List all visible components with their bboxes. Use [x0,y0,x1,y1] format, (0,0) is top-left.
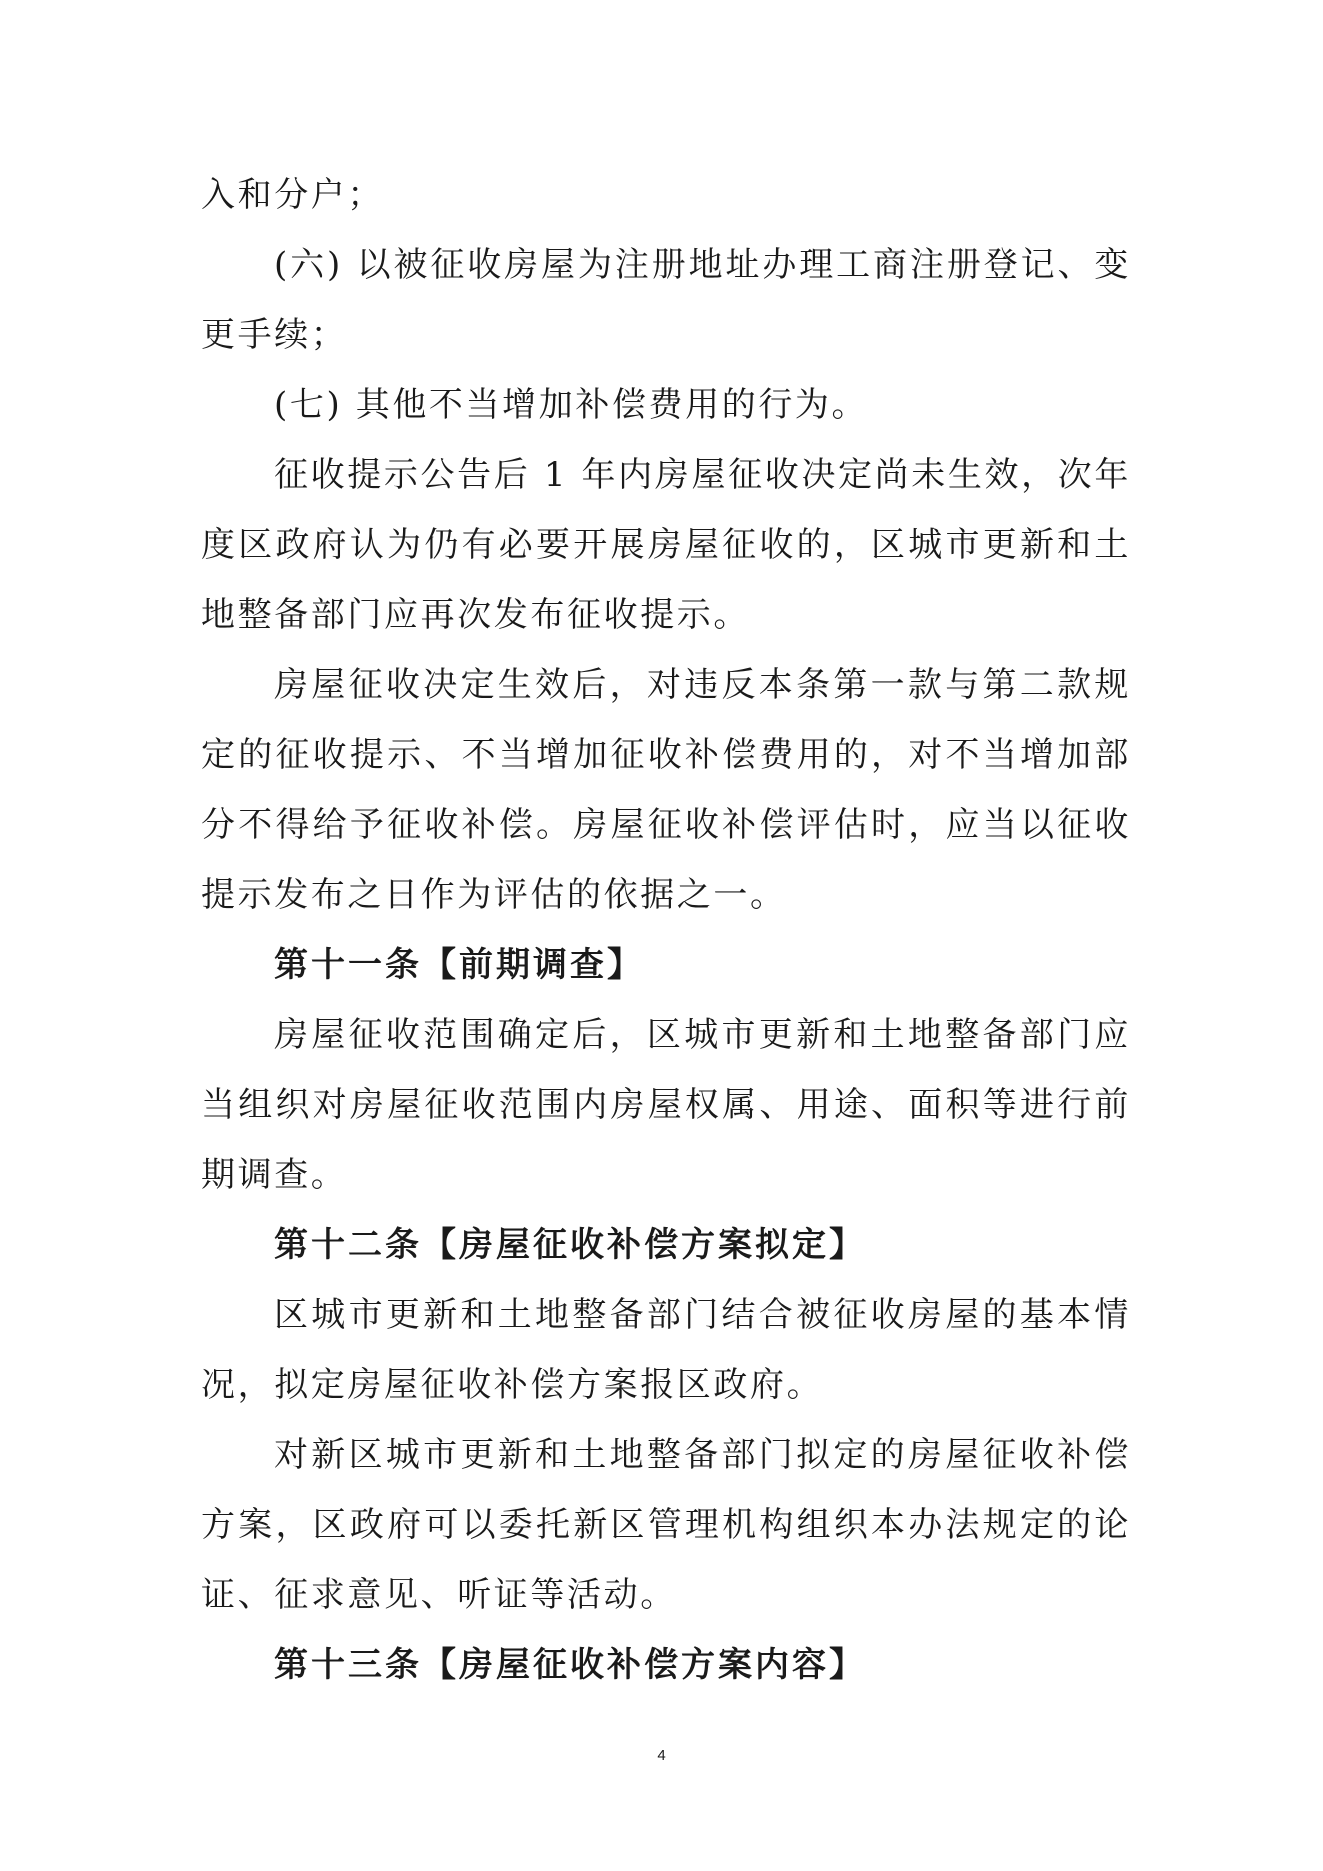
heading-article-13: 第十三条【房屋征收补偿方案内容】 [274,1645,866,1685]
paragraph-article-11: 房屋征收范围确定后，区城市更新和土地整备部门应当组织对房屋征收范围内房屋权属、用途、面积等进行前期调查。 [201,1015,1131,1195]
paragraph-reissue-notice: 征收提示公告后 1 年内房屋征收决定尚未生效，次年度区政府认为仍有必要开展房屋征收的，区城市更新和土地整备部门应再次发布征收提示。 [201,455,1131,635]
heading-article-11: 第十一条【前期调查】 [274,945,644,985]
paragraph-article-12-a: 区城市更新和土地整备部门结合被征收房屋的基本情况，拟定房屋征收补偿方案报区政府。 [201,1295,1131,1405]
paragraph-item-7: (七) 其他不当增加补偿费用的行为。 [274,385,869,425]
paragraph-item-6: (六) 以被征收房屋为注册地址办理工商注册登记、变更手续； [201,245,1131,355]
document-body [201,160,1131,1700]
paragraph-no-compensation: 房屋征收决定生效后，对违反本条第一款与第二款规定的征收提示、不当增加征收补偿费用的，对不当增加部分不得给予征收补偿。房屋征收补偿评估时，应当以征收提示发布之日作为评估的依据之一。 [201,665,1131,915]
heading-article-12: 第十二条【房屋征收补偿方案拟定】 [274,1225,866,1265]
paragraph-continued-item-5: 入和分户； [201,175,384,215]
page-number: 4 [657,1747,666,1764]
paragraph-article-12-b: 对新区城市更新和土地整备部门拟定的房屋征收补偿方案，区政府可以委托新区管理机构组织本办法规定的论证、征求意见、听证等活动。 [201,1435,1131,1615]
